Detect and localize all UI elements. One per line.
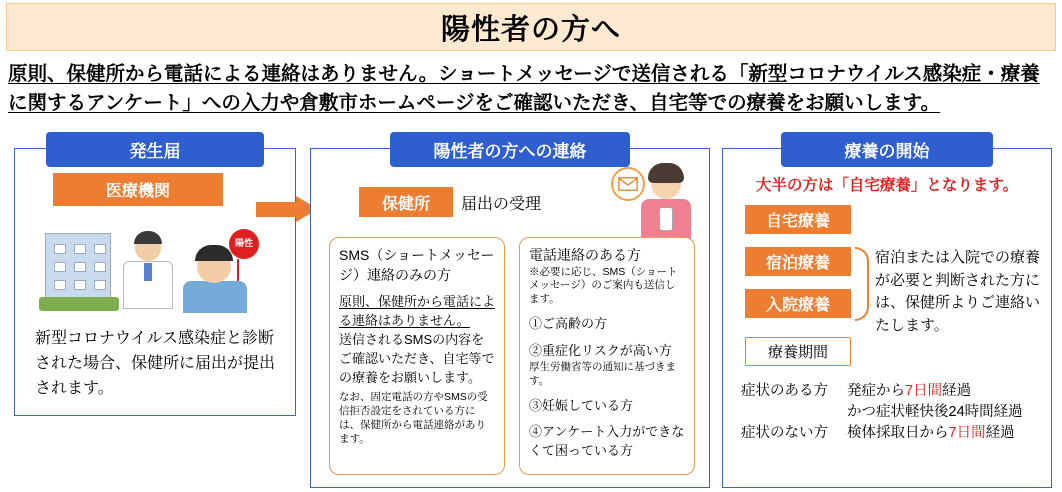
- doctor-hair: [134, 231, 162, 244]
- sms-only-box: [329, 237, 505, 475]
- panel-3-lead-text: 大半の方は「自宅療養」となります。: [755, 177, 1019, 194]
- row-2-value-pre: 検体採取日から: [847, 425, 949, 442]
- panel-1-heading: 発生届: [46, 132, 264, 167]
- phone-box-item-2: ②重症化リスクが高い方: [529, 343, 672, 359]
- report-acceptance-label: 届出の受理: [461, 196, 542, 213]
- panel-1-body-text: 新型コロナウイルス感染症と診断された場合、保健所に届出が提出されます。: [35, 330, 276, 397]
- option-hospital-recuperation: 入院療養: [745, 289, 851, 318]
- phone-box-item-2-note: 厚生労働省等の通知に基づきます。: [529, 360, 676, 387]
- sms-box-note: なお、固定電話の方やSMSの受信拒否設定をされている方には、保健所から電話連絡があります。: [339, 391, 488, 445]
- row-1-value-sub: かつ症状軽快後24時間経過: [847, 404, 1023, 421]
- row-1-label: 症状のある方: [741, 383, 828, 399]
- option-lodging-recuperation: 宿泊療養: [745, 247, 851, 276]
- row-2-label: 症状のない方: [741, 425, 828, 442]
- doctor-tie: [144, 263, 152, 281]
- sms-box-underline-text: 原則、保健所から電話による連絡はありません。: [339, 294, 496, 329]
- patient-figure: [183, 281, 247, 313]
- row-1-value-red: 7日間: [905, 383, 943, 399]
- row-1-value-post: 経過: [942, 383, 972, 399]
- health-center-label: 保健所: [359, 187, 453, 217]
- sms-box-title: SMS（ショートメッセージ）連絡のみの方: [339, 247, 495, 283]
- mail-icon: [611, 167, 645, 201]
- phone-box-note: ※必要に応じ、SMS（ショートメッセージ）のご案内も送信します。: [529, 265, 678, 306]
- panel-3-heading: 療養の開始: [781, 132, 993, 167]
- hospital-doctor-patient-illustration: [31, 219, 283, 324]
- panel-2-heading: 陽性者の方への連絡: [390, 132, 630, 167]
- positive-badge: 陽性: [229, 229, 259, 259]
- option-home-recuperation: 自宅療養: [745, 205, 851, 234]
- recuperation-period-label: 療養期間: [745, 337, 851, 366]
- phone-box-item-3: ③妊娠している方: [529, 397, 634, 413]
- page-title-banner: [6, 3, 1056, 51]
- hospital-building-icon: [45, 233, 111, 299]
- phone-box-item-1: ①ご高齢の方: [529, 316, 608, 332]
- nurse-hair: [648, 163, 684, 183]
- row-2-value-post: 経過: [985, 425, 1015, 442]
- patient-hair: [195, 245, 233, 261]
- recuperation-period-table: [741, 381, 1041, 444]
- phone-box-title: 電話連絡のある方: [529, 247, 641, 263]
- phone-box-item-4: ④アンケート入力ができなくて困っている方: [529, 424, 685, 459]
- phone-contact-box: [519, 237, 695, 475]
- table-row: [741, 423, 1041, 444]
- panel-start-of-recuperation: [722, 142, 1052, 488]
- table-row: [741, 381, 1041, 423]
- panel-3-side-text: 宿泊または入院での療養が必要と判断された方には、保健所よりご連絡いたします。: [875, 249, 1041, 334]
- medical-institution-label: 医療機関: [53, 173, 223, 206]
- brace-icon: [855, 247, 869, 321]
- panel-occurrence-report: [14, 142, 296, 416]
- panel-contact-to-positive: [310, 142, 710, 488]
- row-2-value-red: 7日間: [948, 425, 986, 442]
- lead-paragraph: 原則、保健所から電話による連絡はありません。ショートメッセージで送信される「新型コロナウイルス感染症・療養に関するアンケート」への入力や倉敷市ホームページをご確認いただき、自宅等での療養をお願いします。: [8, 63, 1040, 115]
- row-1-value-pre: 発症から: [847, 383, 905, 399]
- orange-right-arrow-icon: [256, 196, 318, 222]
- phone-icon: [659, 207, 673, 231]
- sms-box-body: 送信されるSMSの内容をご確認いただき、自宅等での療養をお願いします。: [339, 331, 495, 385]
- bush-icon: [39, 297, 119, 311]
- badge-connector: [237, 259, 239, 281]
- page-title: 陽性者の方へ: [440, 13, 621, 46]
